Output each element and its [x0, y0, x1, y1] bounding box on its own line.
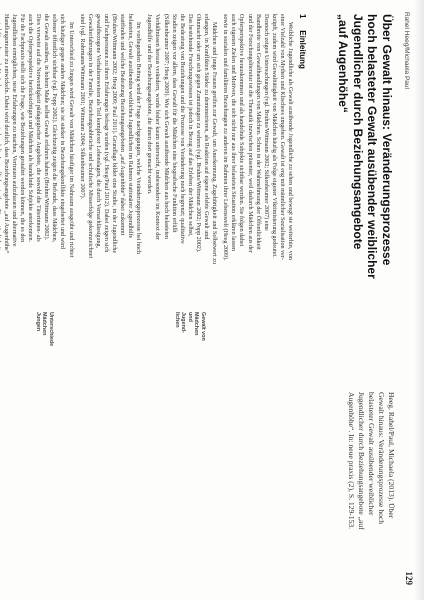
body-line: Dies verweist auf die Notwendigkeit pädagogischer Angebote, die sowohl die Täterinnen- als — [35, 14, 42, 242]
body-line: sowie in sozialen und familiären Beziehungen zu anderen im Rahmen ihrer Lebenswelt (Heeg 2009). — [222, 14, 229, 261]
body-line: Im Unterschied zu Jungen wird Gewalt von Mädchen häufiger im Nahraum ausgeübt und richtet — [67, 22, 74, 258]
body-line: erlangen, in Konflikten Stärke zu demonstrieren, als Reaktion auf eigene erlebte Gewalt und — [203, 14, 210, 240]
title-line: „auf Augenhöhe“ — [336, 14, 351, 113]
margin-note-line: Mädchen — [41, 312, 48, 336]
body-line: auch eigenen Zielen und Motiven, die sich nicht nur aus ihrer belasteten Situation erklären lassen — [230, 14, 237, 252]
body-line: Jugendlichen ermöglichen, neue Erfahrungen zu machen, Vertrauen aufzubauen und alternative — [10, 14, 17, 247]
body-line: und der Forschungsliteratur ist die Thematik inzwischen präsenter, weil dadurch Mädchen aus der — [246, 14, 253, 253]
body-line: Handlungsmuster zu entwickeln. Dabei wird deutlich, dass Beziehungsangebote „auf Augenhöhe“ — [2, 14, 9, 254]
body-line — [0, 14, 2, 302]
body-line: auch die Opferperspektive berücksichtigen und Mädchen als handelnde Subjekte anerkennen. — [27, 14, 34, 243]
title-line: Über Gewalt hinaus: Veränderungsprozesse — [380, 14, 394, 266]
body-line: Verhältnissen heraus verändern, wurde bisher kaum untersucht, insbesondere im Kontext der — [154, 14, 161, 241]
body-line: Bandbreite von Gewalthandlungen von Mädchen. Schon in der Wahrnehmung der Öffentlichkeit — [254, 14, 261, 250]
body-line: (Silkenbeumer 2007; Heeg 2009). Wie sich Gewalt ausübende Mädchen aus hoch belasteten — [162, 14, 169, 240]
citation-line: Jugendlicher durch Beziehungsangebote „auf — [357, 392, 366, 530]
margin-note-line: Unterschiede — [48, 312, 54, 347]
citation-line: Augenhöhe“. In: neue praxis (2), S. 129-153. — [347, 392, 356, 530]
body-line: belasteten, Gewalt ausübenden weiblichen Jugendlichen im Rahmen stationärer Jugendhilfe — [127, 14, 134, 239]
body-line: Dennoch zeigen Untersuchungen (vgl. Bruhns/Wittmann 2002; Silkenbeumer 2007) eine — [262, 14, 269, 231]
running-head: Rahel Heeg/Michaela Paul — [403, 12, 410, 89]
body-line: Jugendhilfe und der Beziehungsangebote, die ihnen dort gemacht werden. — [146, 14, 153, 195]
margin-note-line: Mädchen — [193, 312, 200, 336]
margin-note-gewalt — [173, 312, 206, 352]
body-line: Gewalterfahrungen in der Familie, Beziehungsabbrüche und schulische Misserfolge gekennzeichnet — [86, 14, 93, 259]
body-line: die Bedeutung von Beziehungen und die Prozesse von Veränderung noch begrenzt; qualitative — [178, 14, 185, 244]
body-line: stattfinden und welche Bedeutung Beziehungsangeboten „auf Augenhöhe“ dabei zukommt — [119, 14, 126, 236]
body-line: gewaltbezogene Verhaltensweisen als Teil komplexer Lebenslagen, die durch Vernachlässigung, — [94, 14, 101, 249]
body-line: Opferperspektive herauskommen und als handelnde Subjekte sichtbar werden. Sie folgen dabei — [238, 14, 245, 247]
margin-note-line: Jungen — [34, 312, 41, 332]
margin-note-line: Jugend- — [180, 312, 187, 333]
body-line: (Bruhns/Wittmann 2002; Heeg 2009; Paul 2011). Grundlage bildet eine Studie, in der Jugendliche — [111, 14, 118, 254]
title-line: Jugendlicher durch Beziehungsangebote — [351, 14, 365, 250]
section-heading — [298, 14, 307, 69]
margin-note-line: und — [186, 312, 193, 322]
article-title — [336, 14, 394, 314]
title-line: hoch belasteter Gewalt ausübender weiblicher — [365, 14, 380, 279]
section-number: 1 — [298, 14, 307, 19]
margin-note-line: lichen — [173, 312, 180, 328]
body-line: Für die Fachpraxis stellt sich die Frage, wie Beziehungen gestaltet werden können, die es den — [19, 14, 25, 243]
citation-line: belasteter Gewalt ausübender weiblicher — [367, 392, 376, 516]
body-line: und Fachpersonen zu ihren Erfahrungen befragt wurden (vgl. Heeg/Paul 2012). Dabei zeigen sich — [102, 14, 109, 253]
citation-block — [346, 392, 396, 592]
body-line: die Gewalt ausüben, in hohem Maße selbst Gewalt erfahren haben (Bruhns/Wittmann 2002). — [43, 14, 50, 241]
body-line: sind (vgl. Rohrmann/Wittmann 2001; Wittmann 2004; Silkenbeumer 2007). — [78, 14, 85, 200]
margin-note-unterschiede — [34, 312, 54, 352]
body-line: Im vorliegenden Beitrag wird der Frage nachgegangen, welche Veränderungsprozesse bei hoch — [135, 22, 142, 254]
body-line: Das bestehende Forschungswissen ist jedoch in Bezug auf das Erleben der Mädchen selbst, — [186, 14, 193, 237]
body-line: Ohnmacht oder um sich gegen Zumutungen zu wehren (vgl. Bruhns/Wittmann 2002; Popp 2002). — [194, 14, 201, 253]
body-line: Mädchen und junge Frauen greifen zur Gewalt, um Anerkennung, Zugehörigkeit und Selbstwert zu — [211, 22, 218, 264]
body-line: knüpft, zudem wird Gewalttätigkeit von Mädchen häufig als Folge eigener Viktimisierung gedeutet. — [270, 14, 277, 258]
body-line: Weibliche Jugendliche als Gewalt ausübende Jugendliche zu sehen und bewegt sie weiterhin, von — [287, 22, 293, 260]
section-title: Einleitung — [298, 30, 307, 69]
body-line: Studien zeigen vor allem, dass Gewalt für die Mädchen eine biografische Funktion erfüllt — [170, 14, 177, 233]
body-text — [0, 14, 294, 302]
margin-note-line: Gewalt von — [200, 312, 206, 341]
citation-line: Heeg, Rahel/Paul, Michaela (2013). Über — [387, 392, 396, 519]
body-line: seltener öffentlich sichtbar (vgl. Popp 2002). Gleichzeitig zeigen die Befunde, dass Mädchen, — [51, 14, 58, 243]
body-line: sich häufiger gegen andere Mädchen; sie ist stärker in Beziehungskonflikte eingebettet und wird — [59, 14, 66, 249]
page-number: 129 — [404, 571, 414, 585]
citation-line: Gewalt hinaus: Veränderungsprozesse hoch — [377, 392, 386, 525]
body-line: einer Vielzahl von Mythen und Klischees umgeben. Gewalt ist eng mit männlicher Sozialisation ver- — [278, 14, 285, 260]
